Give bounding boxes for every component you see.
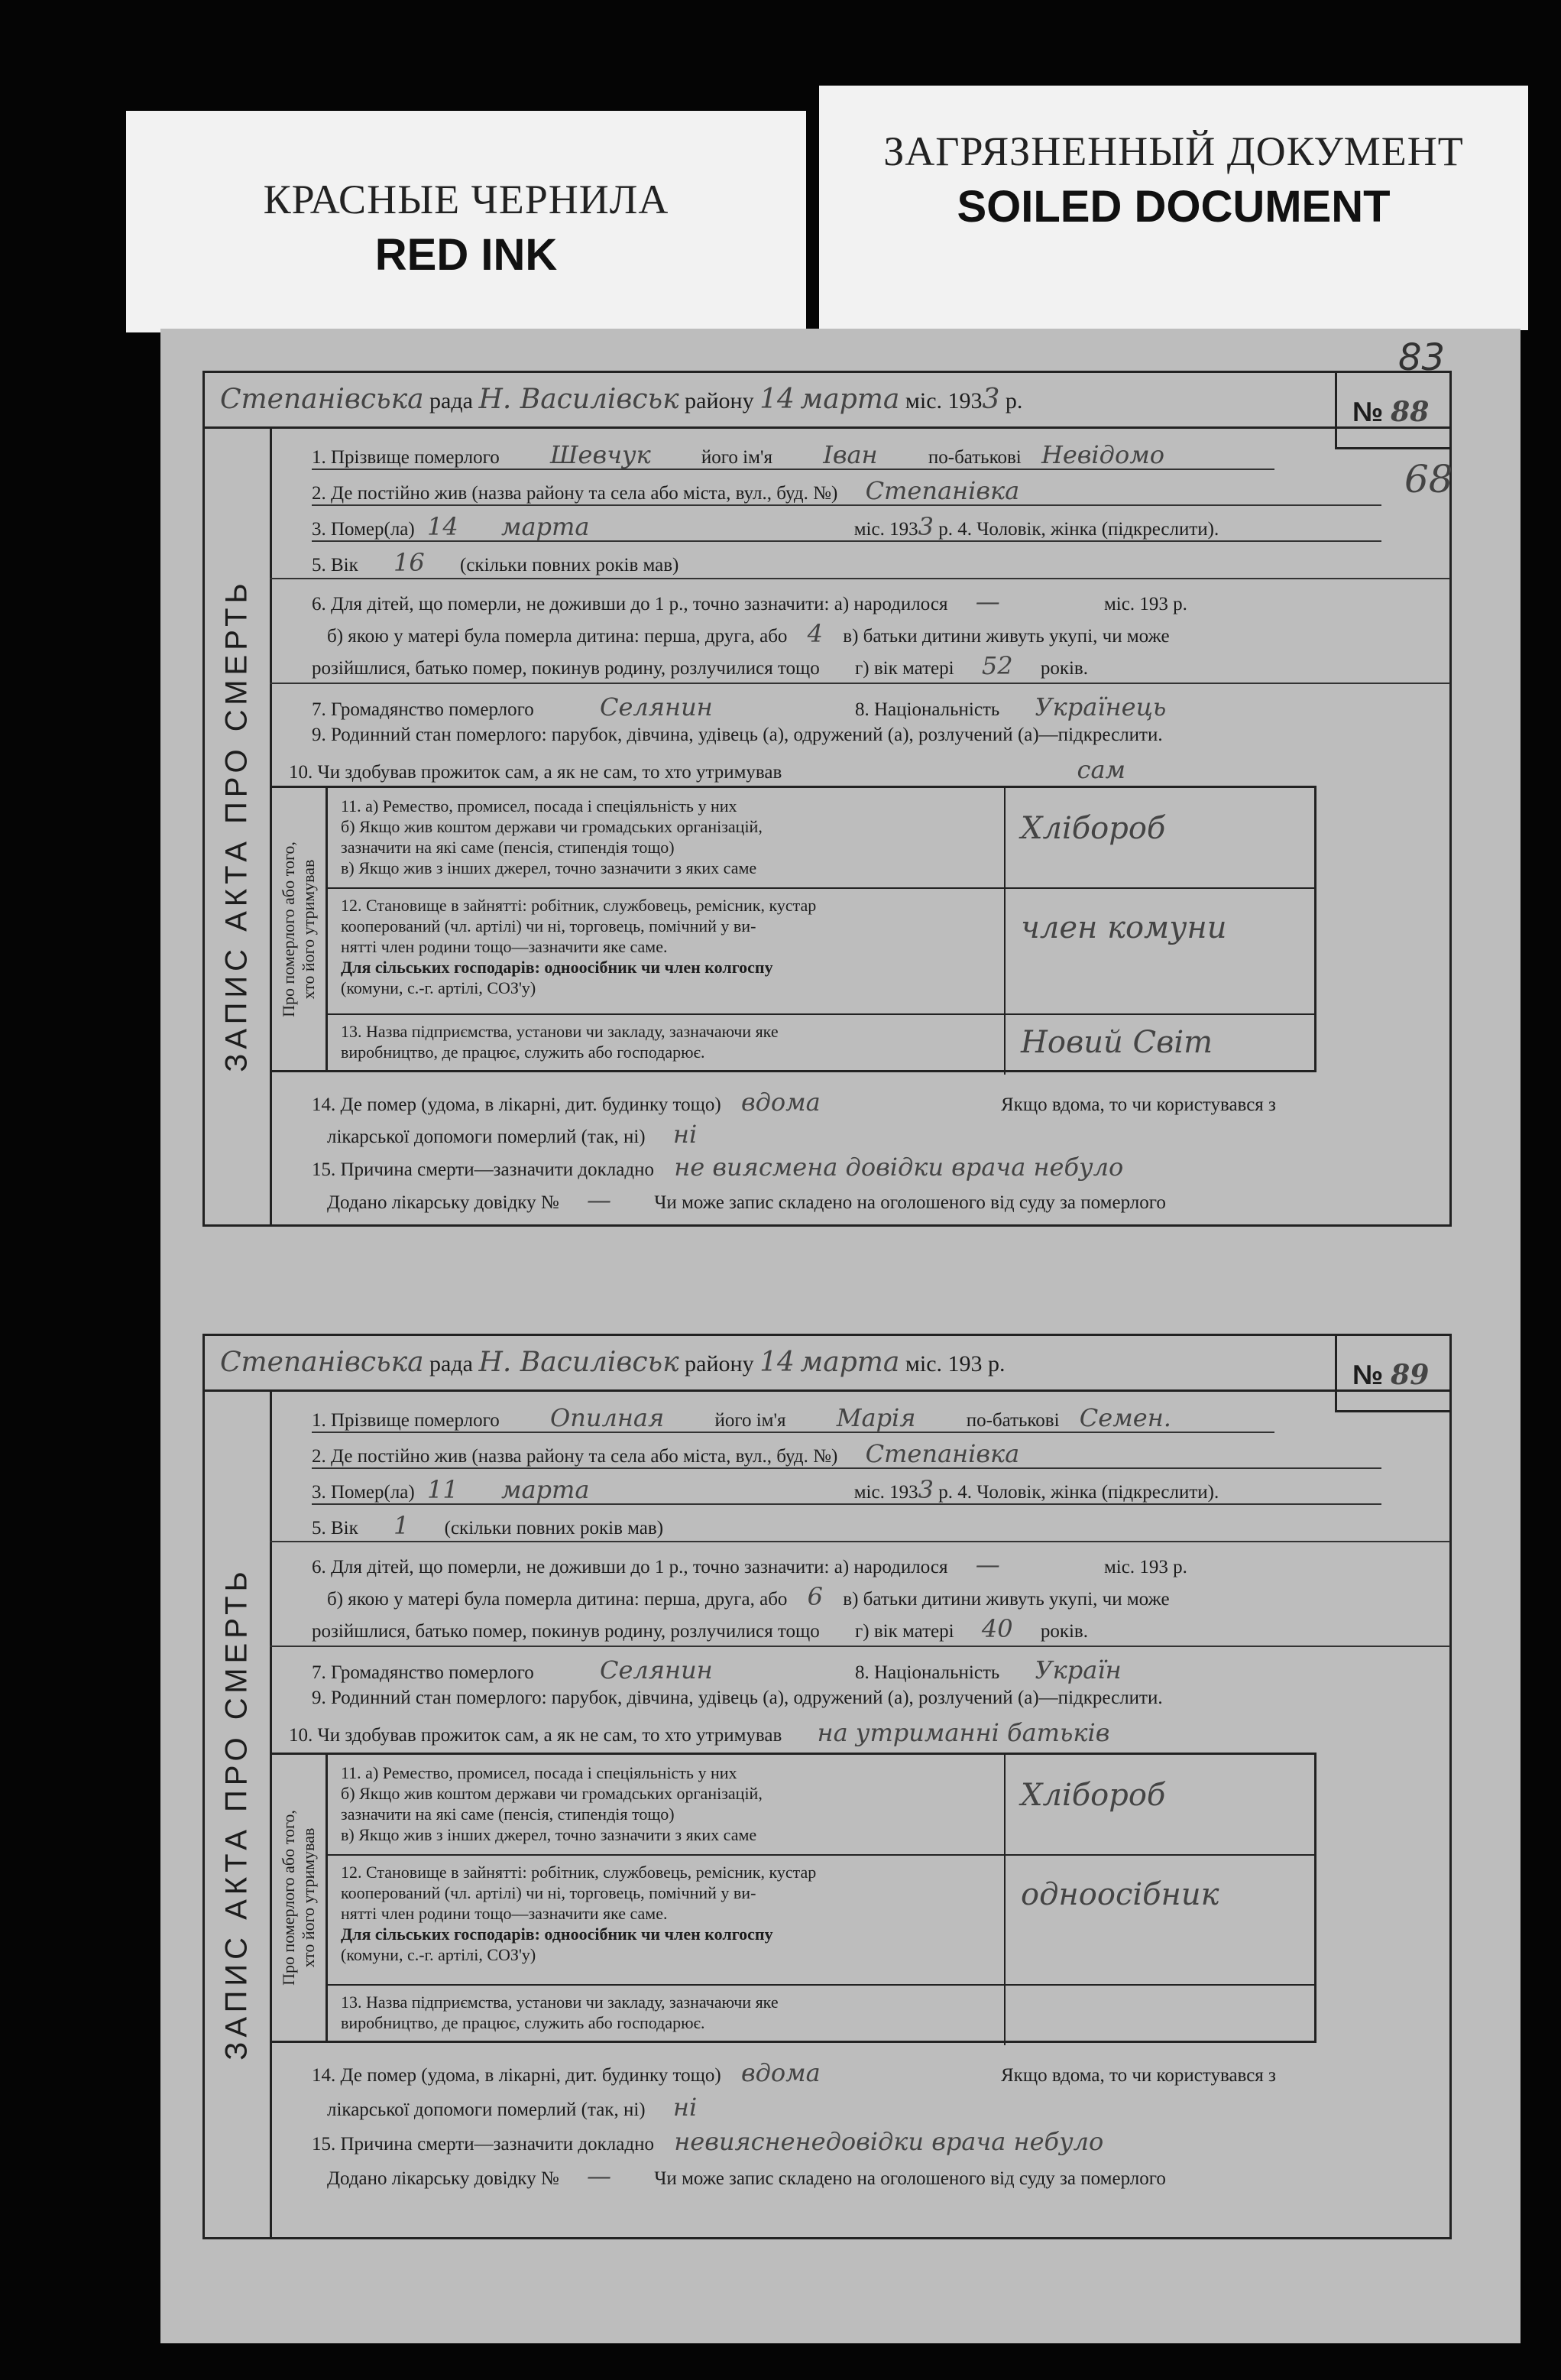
q9-line	[312, 725, 1163, 746]
q12-text-4: Для сільських господарів: одноосібник чи член колгоспу	[341, 1924, 773, 1944]
q16-label-court: Чи може запис складено на оголошеного від суду за померлого	[654, 1192, 1166, 1213]
rule	[312, 1432, 1274, 1433]
r-label: р.	[988, 1351, 1006, 1376]
q5-label: 5. Вік	[312, 555, 358, 576]
q6c-line	[312, 651, 1088, 680]
employment-status: член комуни	[1021, 910, 1227, 945]
raionu-label: району	[685, 1351, 754, 1376]
q6a-label-month: міс. 193	[1103, 1557, 1168, 1577]
q14-label-medical: лікарської допомоги померлий (так, ні)	[327, 1127, 646, 1147]
r-label: р.	[1173, 1557, 1187, 1577]
surname: Опилная	[550, 1403, 665, 1432]
citizenship: Селянин	[600, 1655, 713, 1684]
q16-line	[327, 2161, 1166, 2190]
mother-age: 40	[981, 1614, 1013, 1643]
q1-label-surname: 1. Прізвище померлого	[312, 447, 500, 468]
q1-label-name: його ім'я	[701, 447, 772, 468]
death-record-2	[202, 1334, 1452, 2239]
q11-text-3: зазначити на які саме (пенсія, стипендія тощо)	[341, 1804, 675, 1824]
registration-month: марта	[800, 1347, 900, 1378]
q3-label-month: міс. 193	[853, 519, 918, 540]
death-day: 11	[426, 1475, 458, 1504]
child-order: 6	[807, 1582, 824, 1611]
q13-text-1: 13. Назва підприємства, установи чи закладу, зазначаючи яке	[341, 1022, 779, 1041]
q13-text-2: виробництво, де працює, служить або господарює.	[341, 1042, 705, 1062]
mother-age: 52	[981, 651, 1013, 680]
q14b-line	[327, 2093, 697, 2122]
rule	[270, 1646, 1450, 1647]
q6b-label: б) якою у матері була померла дитина: перша, друга, або	[327, 626, 788, 647]
place-of-death: вдома	[740, 2058, 821, 2087]
q12-text-4: Для сільських господарів: одноосібник чи член колгоспу	[341, 958, 773, 977]
supported-by: на утриманні батьків	[817, 1718, 1110, 1747]
rule	[270, 683, 1450, 684]
q1-label-patronymic: по-батькові	[928, 447, 1022, 468]
district: Н. Василівськ	[478, 384, 679, 415]
soiled-document-label	[819, 86, 1528, 330]
child-order: 4	[807, 619, 824, 648]
registration-day: 14	[759, 384, 795, 415]
q12-text-1: 12. Становище в зайнятті: робітник, службовець, ремісник, кустар	[341, 1863, 817, 1882]
q9-line	[312, 1688, 1163, 1709]
q1-line	[312, 440, 1164, 469]
subside-line-2: хто його утримував	[299, 859, 318, 999]
side-number: 68	[1404, 457, 1453, 501]
q12-text-5: (комуни, с.-г. артілі, СОЗ'у)	[341, 1945, 536, 1964]
occupation-section	[270, 1753, 1316, 2043]
record-number-box	[1335, 1336, 1449, 1412]
red-ink-label	[126, 111, 806, 332]
death-year-digit: 3	[918, 1475, 934, 1504]
q14-label-home: Якщо вдома, то чи користувався з	[1001, 1094, 1276, 1115]
q12-text-3: нятті член родини тощо—зазначити яке саме.	[341, 1904, 668, 1923]
q11-text-4: в) Якщо жив з інших джерел, точно зазначити з яких саме	[341, 1825, 757, 1844]
q10-label: 10. Чи здобував прожиток сам, а як не сам, то хто утримував	[289, 1725, 782, 1746]
q6c-label-mother-age: г) вік матері	[855, 1621, 954, 1642]
q6a-line	[312, 587, 1187, 616]
nationality: Українець	[1035, 692, 1167, 721]
q11-text-1: 11. а) Ремество, промисел, посада і спеціяльність у них	[341, 1763, 737, 1782]
q14-line	[312, 1088, 1276, 1117]
red-ink-label-ru: КРАСНЫЕ ЧЕРНИЛА	[263, 177, 669, 222]
side-title-column	[205, 426, 272, 1224]
q16-label: Додано лікарську довідку №	[327, 2168, 559, 2189]
q8-label: 8. Національність	[855, 699, 1000, 720]
medical-help: ні	[672, 1120, 698, 1149]
record-number-box	[1335, 373, 1449, 449]
registration-day: 14	[759, 1347, 795, 1378]
q6b-line	[327, 619, 1170, 648]
cause-of-death: невиясненедовідки врача небуло	[674, 2127, 1104, 2156]
q16-label-court: Чи може запис складено на оголошеного від суду за померлого	[654, 2168, 1166, 2189]
record-number: 88	[1391, 396, 1430, 428]
q10-label: 10. Чи здобував прожиток сам, а як не сам, то хто утримував	[289, 762, 782, 783]
no-label: №	[1352, 396, 1384, 427]
q6b-label: б) якою у матері була померла дитина: перша, друга, або	[327, 1589, 788, 1610]
q1-label-name: його ім'я	[714, 1410, 786, 1431]
village-council: Степанівська	[220, 1347, 424, 1378]
rule	[312, 540, 1381, 542]
age: 16	[393, 548, 425, 577]
soiled-label-ru: ЗАГРЯЗНЕННЫЙ ДОКУМЕНТ	[883, 128, 1464, 174]
record-number: 89	[1391, 1359, 1430, 1391]
q11-text-3: зазначити на які саме (пенсія, стипендія тощо)	[341, 838, 675, 857]
occupation-section	[270, 786, 1316, 1072]
rule	[270, 578, 1450, 579]
certificate-number: —	[586, 2161, 611, 2190]
q12-text-5: (комуни, с.-г. артілі, СОЗ'у)	[341, 978, 536, 997]
q6a-label: 6. Для дітей, що померли, не доживши до 1 р., точно зазначити: а) народилося	[312, 1557, 948, 1577]
village-council: Степанівська	[220, 384, 424, 415]
q13-question	[325, 1013, 1006, 1075]
q6c-line	[312, 1614, 1088, 1643]
q9-label: 9. Родинний стан померлого: парубок, дівчина, удівець (а), одружений (а), розлучений (а)—підкреслити.	[312, 725, 1163, 745]
death-day: 14	[426, 512, 458, 541]
q13-text-1: 13. Назва підприємства, установи чи закладу, зазначаючи яке	[341, 1993, 779, 2012]
q3-label-sex: р. 4. Чоловік, жінка (підкреслити).	[938, 519, 1219, 540]
residence: Степанівка	[865, 476, 1020, 505]
archive-number: 83	[1398, 336, 1446, 379]
q1-line	[312, 1403, 1171, 1432]
death-record-1	[202, 371, 1452, 1227]
q3-label: 3. Помер(ла)	[312, 1482, 415, 1503]
death-month: марта	[500, 512, 590, 541]
raionu-label: району	[685, 388, 754, 413]
age: 1	[393, 1511, 410, 1540]
surname: Шевчук	[550, 440, 651, 469]
q3-line	[312, 512, 1219, 541]
q15-label: 15. Причина смерти—зазначити докладно	[312, 1159, 654, 1180]
q12-text-2: кооперований (чл. артілі) чи ні, торговець, помічний у ви-	[341, 1883, 756, 1902]
r-label: р.	[1173, 594, 1187, 614]
occupation-side-title	[279, 1810, 319, 1986]
rada-label: рада	[429, 1351, 473, 1376]
q11-question	[325, 1755, 1006, 1854]
q2-label: 2. Де постійно жив (назва району та села або міста, вул., буд. №)	[312, 1446, 838, 1467]
q6b-label-parents: в) батьки дитини живуть укупі, чи може	[843, 626, 1170, 647]
year-label: 193	[947, 1351, 983, 1376]
citizenship: Селянин	[600, 692, 713, 721]
q12-row	[325, 1854, 1314, 1986]
side-title: ЗАПИС АКТА ПРО СМЕРТЬ	[219, 1566, 254, 2061]
q8-label: 8. Національність	[855, 1662, 1000, 1683]
patronymic: Невідомо	[1041, 440, 1164, 469]
q12-question	[325, 1854, 1006, 1984]
rule	[312, 469, 1274, 470]
q13-row	[325, 1984, 1314, 2045]
q1-label-surname: 1. Прізвище померлого	[312, 1410, 500, 1431]
q5-line	[312, 548, 678, 577]
nationality: Україн	[1035, 1655, 1122, 1684]
born-date: —	[975, 1550, 1000, 1579]
death-month: марта	[500, 1475, 590, 1504]
patronymic: Семен.	[1079, 1403, 1171, 1432]
first-name: Іван	[823, 440, 878, 469]
rule	[312, 1467, 1381, 1469]
mis-label: міс.	[905, 388, 943, 413]
rada-label: рада	[429, 388, 473, 413]
record-header	[205, 1336, 1449, 1392]
record-header	[205, 373, 1449, 429]
q14-label: 14. Де помер (удома, в лікарні, дит. будинку тощо)	[312, 1094, 721, 1115]
side-title-column	[205, 1389, 272, 2237]
q7-line	[312, 1655, 1122, 1684]
occupation: Хлібороб	[1021, 1778, 1166, 1813]
q10-line	[289, 755, 1125, 784]
q11-text-4: в) Якщо жив з інших джерел, точно зазначити з яких саме	[341, 858, 757, 877]
occupation: Хлібороб	[1021, 811, 1166, 846]
q6a-line	[312, 1550, 1187, 1579]
q2-line	[312, 476, 1019, 505]
q11-text-1: 11. а) Ремество, промисел, посада і спеціяльність у них	[341, 796, 737, 815]
q12-text-2: кооперований (чл. артілі) чи ні, торговець, помічний у ви-	[341, 916, 756, 935]
q6c-label-mother-age: г) вік матері	[855, 658, 954, 679]
q3-label-month: міс. 193	[853, 1482, 918, 1503]
rule	[312, 1503, 1381, 1505]
born-date: —	[975, 587, 1000, 616]
residence: Степанівка	[865, 1439, 1020, 1468]
certificate-number: —	[586, 1185, 611, 1214]
q6c-label-years: років.	[1040, 1621, 1088, 1642]
q6c-label-years: років.	[1040, 658, 1088, 679]
q12-row	[325, 887, 1314, 1015]
q11-text-2: б) Якщо жив коштом держави чи громадських організацій,	[341, 1784, 763, 1803]
subside-line-1: Про померлого або того,	[279, 1810, 298, 1986]
occupation-side-column	[272, 788, 328, 1070]
q12-question	[325, 887, 1006, 1013]
occupation-side-title	[279, 841, 319, 1017]
q5-label: 5. Вік	[312, 1518, 358, 1539]
q3-label-sex: р. 4. Чоловік, жінка (підкреслити).	[938, 1482, 1219, 1503]
q11-text-2: б) Якщо жив коштом держави чи громадських організацій,	[341, 817, 763, 836]
place-of-death: вдома	[740, 1088, 821, 1117]
q3-label: 3. Помер(ла)	[312, 519, 415, 540]
q3-line	[312, 1475, 1219, 1504]
q14-line	[312, 2058, 1276, 2087]
q13-text-2: виробництво, де працює, служить або господарює.	[341, 2013, 705, 2032]
q5-label-note: (скільки повних років мав)	[460, 555, 679, 576]
red-ink-label-en: RED INK	[374, 230, 558, 280]
r-label: р.	[1005, 388, 1023, 413]
year-digit: 3	[982, 384, 1000, 415]
rule	[270, 1541, 1450, 1542]
rule	[312, 504, 1381, 506]
cause-of-death: не виясмена довідки врача небуло	[674, 1153, 1124, 1182]
q6a-label-month: міс. 193	[1103, 594, 1168, 614]
side-title: ЗАПИС АКТА ПРО СМЕРТЬ	[219, 579, 254, 1072]
first-name: Марія	[836, 1403, 916, 1432]
q15-line	[312, 2127, 1103, 2156]
q14-label-home: Якщо вдома, то чи користувався з	[1001, 2065, 1276, 2086]
no-label: №	[1352, 1359, 1384, 1390]
q16-line	[327, 1185, 1166, 1214]
enterprise: Новий Світ	[1021, 1025, 1213, 1060]
q6b-line	[327, 1582, 1170, 1611]
supported-by: сам	[1077, 755, 1126, 784]
q13-question	[325, 1984, 1006, 2045]
q10-line	[289, 1718, 1109, 1747]
q11-row	[325, 788, 1314, 889]
q5-label-note: (скільки повних років мав)	[444, 1518, 664, 1539]
q5-line	[312, 1511, 663, 1540]
subside-line-2: хто його утримував	[299, 1827, 318, 1968]
q6a-label: 6. Для дітей, що померли, не доживши до 1 р., точно зазначити: а) народилося	[312, 594, 948, 614]
district: Н. Василівськ	[478, 1347, 679, 1378]
q15-label: 15. Причина смерти—зазначити докладно	[312, 2134, 654, 2155]
q12-text-3: нятті член родини тощо—зазначити яке саме.	[341, 937, 668, 956]
medical-help: ні	[672, 2093, 698, 2122]
q11-question	[325, 788, 1006, 887]
q7-line	[312, 692, 1166, 721]
q14-label-medical: лікарської допомоги померлий (так, ні)	[327, 2100, 646, 2120]
year-label: 193	[947, 388, 983, 413]
registration-month: марта	[800, 384, 900, 415]
q1-label-patronymic: по-батькові	[966, 1410, 1060, 1431]
q13-row	[325, 1013, 1314, 1075]
q2-line	[312, 1439, 1019, 1468]
q16-label: Додано лікарську довідку №	[327, 1192, 559, 1213]
employment-status: одноосібник	[1021, 1877, 1219, 1912]
q14-label: 14. Де помер (удома, в лікарні, дит. будинку тощо)	[312, 2065, 721, 2086]
q15-line	[312, 1153, 1123, 1182]
q6c-label: розійшлися, батько помер, покинув родину, розлучилися тощо	[312, 1621, 820, 1642]
q6c-label: розійшлися, батько помер, покинув родину, розлучилися тощо	[312, 658, 820, 679]
q6b-label-parents: в) батьки дитини живуть укупі, чи може	[843, 1589, 1170, 1610]
q11-row	[325, 1755, 1314, 1856]
q7-label: 7. Громадянство померлого	[312, 1662, 534, 1683]
q7-label: 7. Громадянство померлого	[312, 699, 534, 720]
soiled-label-en: SOILED DOCUMENT	[957, 182, 1391, 232]
death-year-digit: 3	[918, 512, 934, 541]
q12-text-1: 12. Становище в зайнятті: робітник, службовець, ремісник, кустар	[341, 896, 817, 915]
q9-label: 9. Родинний стан померлого: парубок, дівчина, удівець (а), одружений (а), розлучений (а)—підкреслити.	[312, 1688, 1163, 1708]
mis-label: міс.	[905, 1351, 943, 1376]
subside-line-1: Про померлого або того,	[279, 841, 298, 1017]
q14b-line	[327, 1120, 697, 1149]
q2-label: 2. Де постійно жив (назва району та села або міста, вул., буд. №)	[312, 483, 838, 504]
occupation-side-column	[272, 1755, 328, 2041]
